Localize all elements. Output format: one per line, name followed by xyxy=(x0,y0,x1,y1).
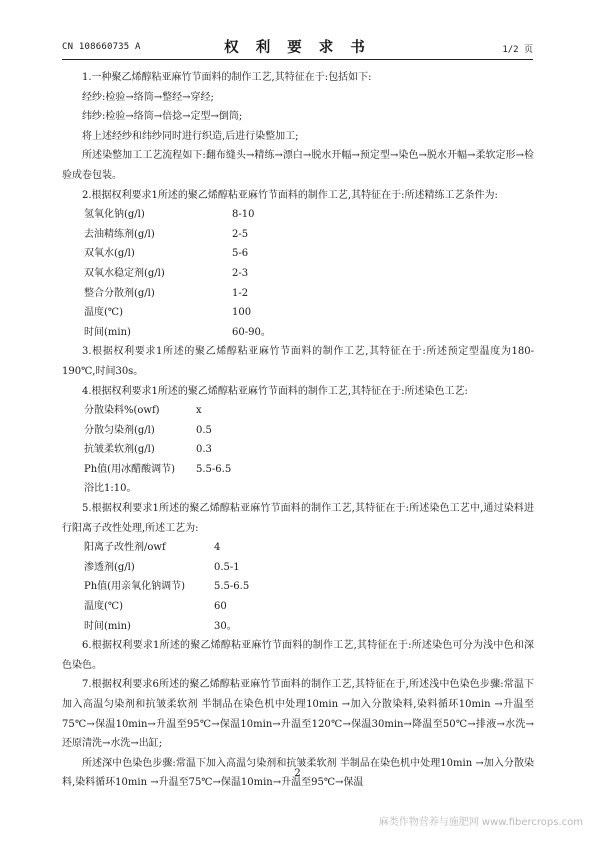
claim2-row: 去油精练剂(g/l) 2-5 xyxy=(84,228,249,240)
claim2-row: 温度(℃) 100 xyxy=(84,307,252,319)
claim7-text: 7.根据权利要求6所述的聚乙烯醇粘亚麻竹节面料的制作工艺,其特征在于,所述浅中色染色步骤:常温下加入高温匀染剂和抗皱柔软剂 半制品在染色机中处理10min →加入分散染料,染料循环10min →升温至75℃→保温10min→升温至95℃→保温10min→升温至120℃→保温30min→降温至50℃→排液→水洗→还原清洗→水洗→出缸; xyxy=(62,679,534,750)
site-watermark: 麻类作物营养与施肥网 www.fibercrops.com xyxy=(378,817,583,828)
claim1-warp: 经纱:检验→络筒→整经→穿经; xyxy=(82,91,214,103)
claim2-row: 双氧水稳定剂(g/l) 2-3 xyxy=(84,267,249,279)
claim5-row: 时间(min) 30。 xyxy=(84,620,237,632)
claims-body xyxy=(62,68,534,793)
claim5-row: 温度(℃) 60 xyxy=(84,601,227,613)
claim2-row: 整合分散剂(g/l) 1-2 xyxy=(84,287,249,299)
page-header xyxy=(62,36,533,58)
claim3-text: 3.根据权利要求1所述的聚乙烯醇粘亚麻竹节面料的制作工艺,其特征在于:所述预定型温度为180-190℃,时间30s。 xyxy=(62,346,534,377)
claim2-row: 时间(min) 60-90。 xyxy=(84,326,271,338)
page-number: 2 xyxy=(294,768,301,779)
claim1-weave: 将上述经纱和纬纱同时进行织造,后进行染整加工; xyxy=(82,130,299,142)
claim5-row: Ph值(用亲氧化钠调节) 5.5-6.5 xyxy=(84,581,250,593)
claim5-intro: 5.根据权利要求1所述的聚乙烯醇粘亚麻竹节面料的制作工艺,其特征在于:所述染色工艺中,通过染料进行阳离子改性处理,所述工艺为: xyxy=(62,503,534,534)
claim1-weft: 纬纱:检验→络筒→倍捻→定型→倒筒; xyxy=(82,111,243,123)
claim1-finish: 所述染整加工工艺流程如下:翻布缝头→精练→漂白→脱水开幅→预定型→染色→脱水开幅→柔软定形→检验成卷包装。 xyxy=(62,150,534,181)
claim4-row: 抗皱柔软剂(g/l) 0.3 xyxy=(84,444,212,456)
document-number: CN 108660735 A xyxy=(62,42,141,52)
header-rule xyxy=(62,59,533,60)
claim6-text: 6.根据权利要求1所述的聚乙烯醇粘亚麻竹节面料的制作工艺,其特征在于:所述染色可分为浅中色和深色染色。 xyxy=(62,640,534,671)
document-title: 权 利 要 求 书 xyxy=(224,39,371,56)
claim4-bath-ratio: 浴比1:10。 xyxy=(84,483,137,495)
claim4-row: 分散染料%(owf) x xyxy=(84,405,202,417)
claim7-deep-color: 所述深中色染色步骤:常温下加入高温匀染剂和抗皱柔软剂 半制品在染色机中处理10min →加入分散染料,染料循环10min →升温至75℃→保温10min→升温至95℃→保温 xyxy=(62,757,534,789)
claim4-row: Ph值(用冰醋酸调节) 5.5-6.5 xyxy=(84,463,232,475)
claim2-intro: 2.根据权利要求1所述的聚乙烯醇粘亚麻竹节面料的制作工艺,其特征在于:所述精练工艺条件为: xyxy=(82,189,498,201)
claim4-row: 分散匀染剂(g/l) 0.5 xyxy=(84,424,212,436)
claim4-intro: 4.根据权利要求1所述的聚乙烯醇粘亚麻竹节面料的制作工艺,其特征在于:所述染色工艺: xyxy=(82,385,468,397)
claim2-row: 氢氧化钠(g/l) 8-10 xyxy=(84,209,255,221)
page-indicator: 1/2 页 xyxy=(502,45,533,55)
claim5-row: 渗透剂(g/l) 0.5-1 xyxy=(84,561,240,573)
claim5-row: 阳离子改性剂/owf 4 xyxy=(84,542,221,554)
claim2-row: 双氧水(g/l) 5-6 xyxy=(84,248,249,260)
claim1-intro: 1.一种聚乙烯醇粘亚麻竹节面料的制作工艺,其特征在于:包括如下: xyxy=(82,72,372,83)
